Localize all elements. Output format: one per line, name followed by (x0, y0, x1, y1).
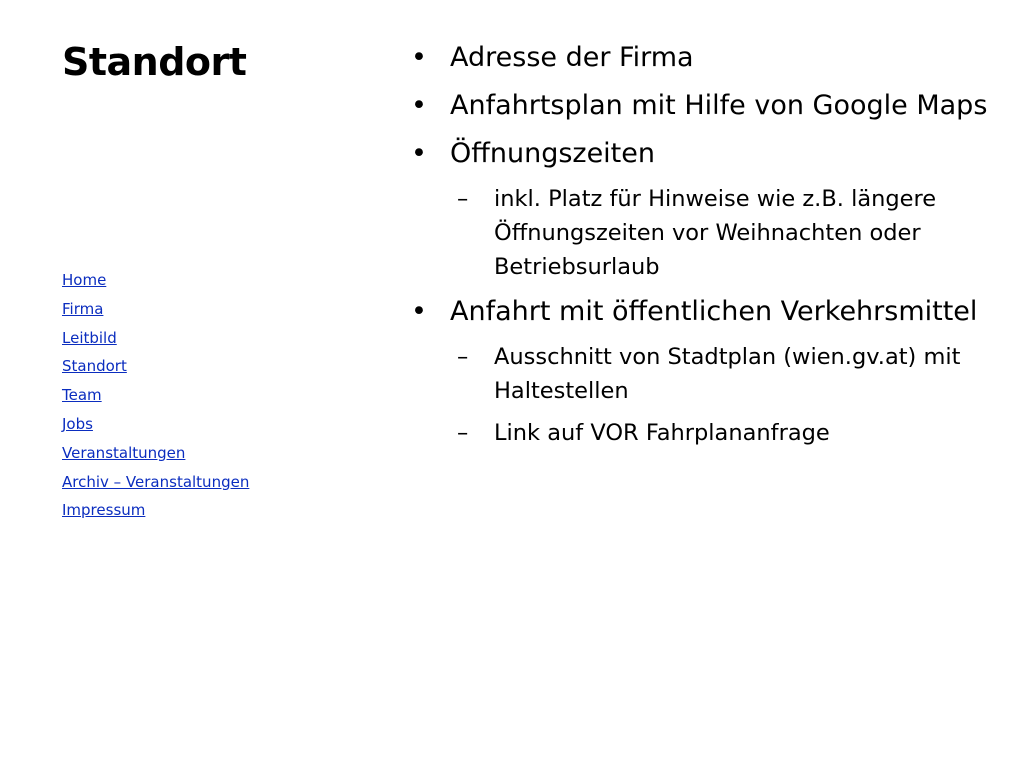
nav-item-firma (62, 297, 249, 326)
dash-marker: – (457, 420, 469, 446)
nav-item-home (62, 268, 249, 297)
nav-link-standort[interactable]: Standort (62, 357, 127, 376)
dash-marker: – (457, 186, 469, 212)
bullet-marker: • (411, 90, 427, 121)
bullet-marker: • (411, 42, 427, 73)
bullet-text: Anfahrtsplan mit Hilfe von Google Maps (450, 90, 988, 121)
nav-item-team (62, 383, 249, 412)
sub-bullet-item (405, 182, 995, 284)
sub-bullet-item (405, 416, 995, 450)
dash-marker: – (457, 344, 469, 370)
nav-item-veranstaltungen (62, 441, 249, 470)
content-list (405, 38, 995, 458)
nav-item-standort (62, 354, 249, 383)
nav-list (62, 268, 249, 527)
bullet-item (405, 38, 995, 78)
nav-link-firma[interactable]: Firma (62, 299, 104, 318)
nav-link-team[interactable]: Team (62, 386, 102, 405)
bullet-item (405, 86, 995, 126)
nav-item-leitbild (62, 326, 249, 355)
sub-bullet-text: Link auf VOR Fahrplananfrage (494, 420, 830, 446)
bullet-item (405, 134, 995, 174)
bullet-text: Adresse der Firma (450, 42, 694, 73)
bullet-item (405, 292, 995, 332)
sub-bullet-item (405, 340, 995, 408)
nav-item-impressum (62, 498, 249, 527)
bullet-text: Anfahrt mit öffentlichen Verkehrsmittel (450, 296, 978, 327)
sub-bullet-text: Ausschnitt von Stadtplan (wien.gv.at) mit Haltestellen (494, 344, 961, 404)
bullet-text: Öffnungszeiten (450, 138, 655, 169)
nav-item-archiv (62, 470, 249, 499)
bullet-marker: • (411, 138, 427, 169)
bullet-marker: • (411, 296, 427, 327)
nav-link-home[interactable]: Home (62, 271, 107, 289)
slide-title: Standort (62, 40, 247, 84)
nav-link-archiv[interactable]: Archiv – Veranstaltungen (62, 472, 250, 491)
nav-link-leitbild[interactable]: Leitbild (62, 328, 117, 347)
nav-item-jobs (62, 412, 249, 441)
nav-link-jobs[interactable]: Jobs (62, 414, 93, 433)
sub-bullet-text: inkl. Platz für Hinweise wie z.B. längere Öffnungszeiten vor Weihnachten oder Betriebsurlaub (494, 186, 937, 280)
nav-link-impressum[interactable]: Impressum (62, 501, 146, 520)
nav-link-veranstaltungen[interactable]: Veranstaltungen (62, 443, 186, 462)
